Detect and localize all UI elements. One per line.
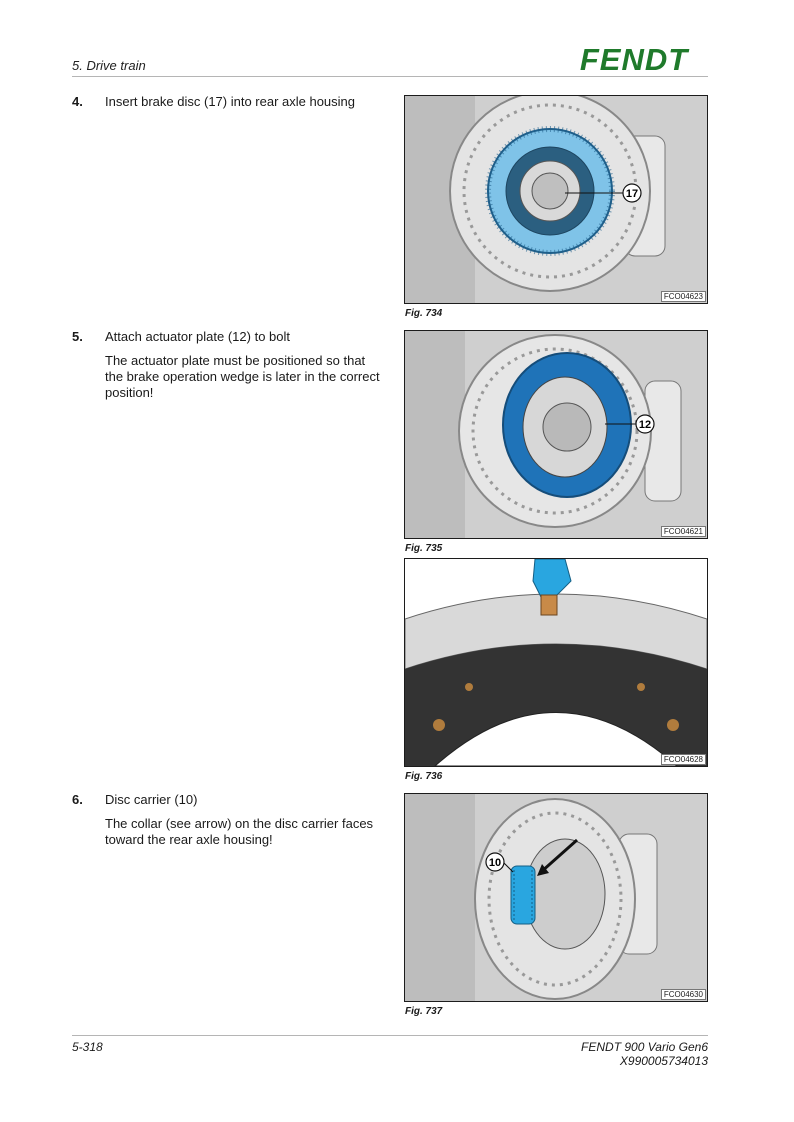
step-note: The collar (see arrow) on the disc carrier faces toward the rear axle housing! <box>105 816 374 847</box>
document-number: X990005734013 <box>619 1054 708 1068</box>
figure-code: FCO04623 <box>661 291 706 302</box>
step-6 <box>72 792 382 856</box>
fendt-logo <box>560 44 708 74</box>
actuator-plate-illustration <box>405 331 707 538</box>
callout-10: 10 <box>488 857 502 869</box>
callout-17: 17 <box>625 188 639 200</box>
callout-12: 12 <box>638 419 652 431</box>
figure-disc-carrier <box>404 793 708 1002</box>
step-number: 4. <box>72 94 83 109</box>
step-number: 5. <box>72 329 83 344</box>
step-title: Disc carrier (10) <box>105 792 198 807</box>
header-rule <box>72 76 708 77</box>
step-title: Attach actuator plate (12) to bolt <box>105 329 290 344</box>
figure-brake-disc <box>404 95 708 304</box>
figure-caption: Fig. 735 <box>405 543 443 554</box>
disc-carrier-illustration <box>405 794 707 1001</box>
brake-disc-illustration <box>405 96 707 303</box>
section-title: 5. Drive train <box>72 58 146 73</box>
step-note: The actuator plate must be positioned so that the brake operation wedge is later in the correct position! <box>105 353 380 400</box>
svg-text:FENDT: FENDT <box>579 44 689 74</box>
footer-document-info <box>581 1040 708 1068</box>
figure-caption: Fig. 737 <box>405 1006 443 1017</box>
page-number: 5-318 <box>72 1040 103 1054</box>
step-5 <box>72 329 382 409</box>
figure-code: FCO04621 <box>661 526 706 537</box>
step-4 <box>72 94 382 118</box>
footer-rule <box>72 1035 708 1036</box>
figure-wedge-detail <box>404 558 708 767</box>
figure-code: FCO04630 <box>661 989 706 1000</box>
step-number: 6. <box>72 792 83 807</box>
figure-caption: Fig. 736 <box>405 771 443 782</box>
wedge-detail-illustration <box>405 559 707 766</box>
step-title: Insert brake disc (17) into rear axle housing <box>105 94 356 109</box>
figure-code: FCO04628 <box>661 754 706 765</box>
model-name: FENDT 900 Vario Gen6 <box>581 1040 708 1054</box>
figure-actuator-plate <box>404 330 708 539</box>
figure-caption: Fig. 734 <box>405 308 443 319</box>
